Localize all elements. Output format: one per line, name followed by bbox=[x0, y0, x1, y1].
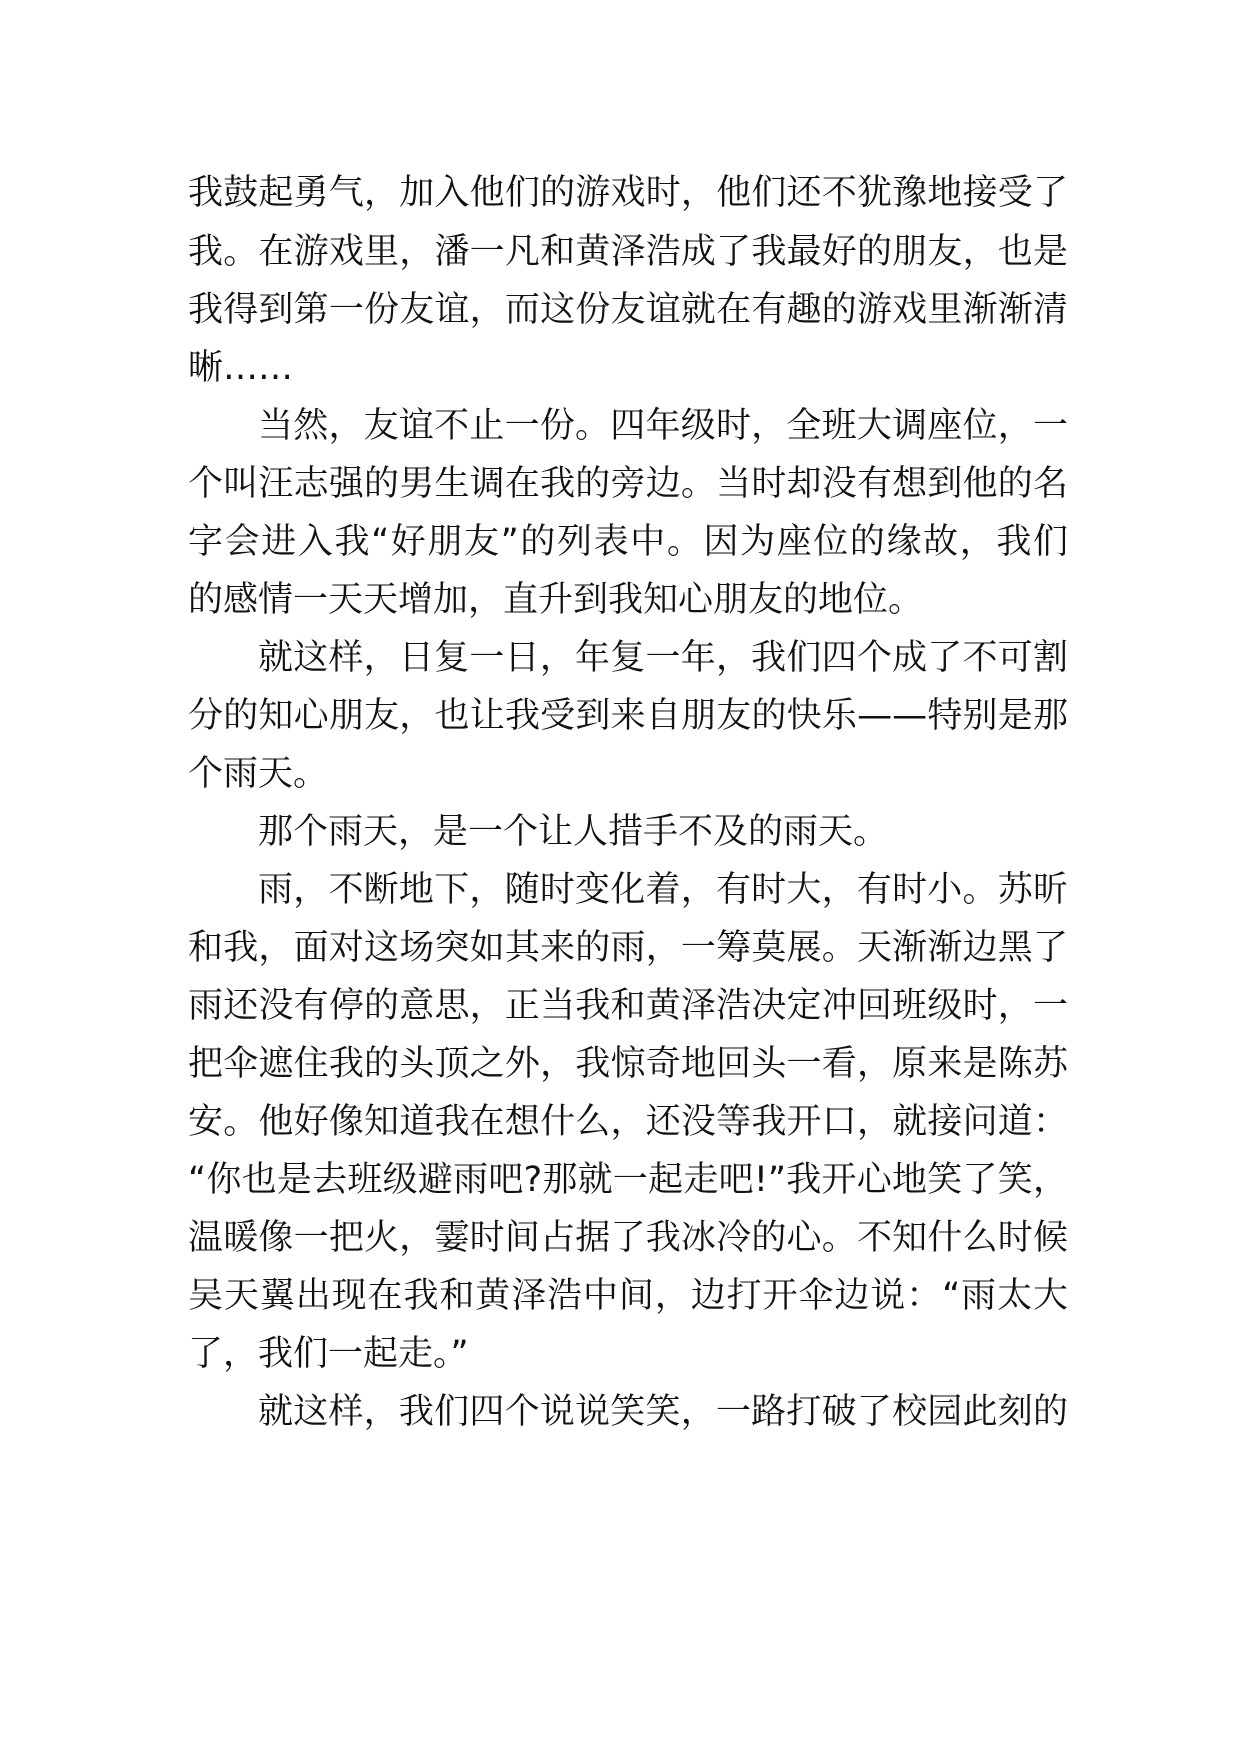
paragraph-start-line: 就这样，日复一日，年复一年，我们四个成了不可割 bbox=[258, 638, 1068, 678]
text-line: 雨还没有停的意思，正当我和黄泽浩决定冲回班级时，一 bbox=[188, 986, 1068, 1026]
text-line: 我鼓起勇气，加入他们的游戏时，他们还不犹豫地接受了 bbox=[188, 173, 1068, 213]
text-line: 分的知心朋友，也让我受到来自朋友的快乐——特别是那 bbox=[188, 696, 1068, 736]
text-line: 我得到第一份友谊，而这份友谊就在有趣的游戏里渐渐清 bbox=[188, 290, 1068, 330]
text-line: 把伞遮住我的头顶之外，我惊奇地回头一看，原来是陈苏 bbox=[188, 1044, 1068, 1084]
text-line: “你也是去班级避雨吧?那就一起走吧!”我开心地笑了笑， bbox=[188, 1160, 1068, 1200]
text-line: 安。他好像知道我在想什么，还没等我开口，就接问道： bbox=[188, 1102, 1068, 1142]
paragraph-start-line: 当然，友谊不止一份。四年级时，全班大调座位，一 bbox=[258, 406, 1068, 446]
text-line: 个叫汪志强的男生调在我的旁边。当时却没有想到他的名 bbox=[188, 464, 1068, 504]
paragraph-start-line: 就这样，我们四个说说笑笑，一路打破了校园此刻的 bbox=[258, 1392, 1068, 1432]
text-line: 吴天翼出现在我和黄泽浩中间，边打开伞边说：“雨太大 bbox=[188, 1276, 1068, 1316]
text-line: 我。在游戏里，潘一凡和黄泽浩成了我最好的朋友，也是 bbox=[188, 232, 1068, 272]
text-line: 温暖像一把火，霎时间占据了我冰冷的心。不知什么时候 bbox=[188, 1218, 1068, 1258]
text-line: 晰…… bbox=[188, 348, 294, 388]
text-line: 个雨天。 bbox=[188, 754, 329, 794]
paragraph-start-line: 那个雨天，是一个让人措手不及的雨天。 bbox=[258, 812, 889, 852]
text-line: 了，我们一起走。” bbox=[188, 1334, 469, 1374]
text-line: 字会进入我“好朋友”的列表中。因为座位的缘故，我们 bbox=[188, 522, 1068, 562]
paragraph-start-line: 雨，不断地下，随时变化着，有时大，有时小。苏昕 bbox=[258, 870, 1068, 910]
text-line: 的感情一天天增加，直升到我知心朋友的地位。 bbox=[188, 580, 924, 620]
text-line: 和我，面对这场突如其来的雨，一筹莫展。天渐渐边黑了 bbox=[188, 928, 1068, 968]
